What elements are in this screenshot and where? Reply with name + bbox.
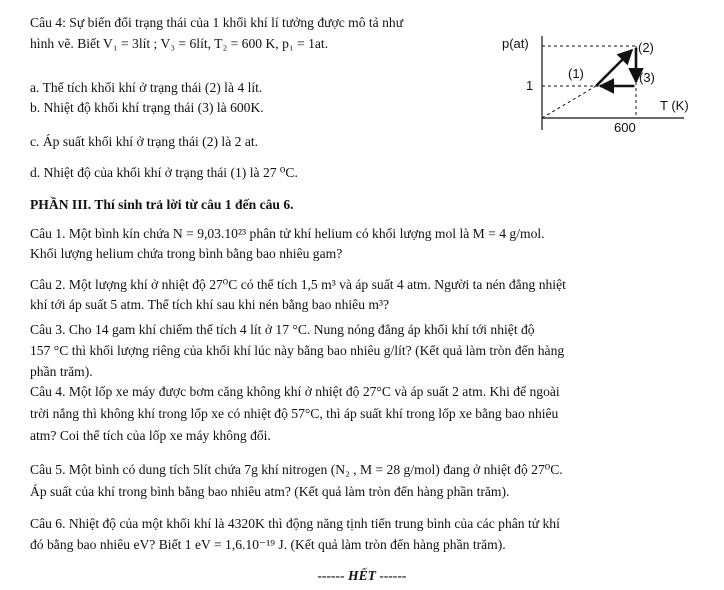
state-1-label: (1) (568, 66, 584, 81)
c1-line-2: Khối lượng helium chứa trong bình bằng bao nhiêu gam? (30, 246, 343, 261)
p-axis-label: p(at) (502, 36, 529, 51)
c5-line-1: Câu 5. Một bình có dung tích 5lít chứa 7g khí nitrogen (N₂ , M = 28 g/mol) đang ở nhiệt độ 27⁰C. (30, 462, 563, 477)
q4-option-b: b. Nhiệt độ khối khí trạng thái (3) là 600K. (30, 100, 264, 115)
q4-option-d: d. Nhiệt độ của khối khí ở trạng thái (1) là 27 ⁰C. (30, 165, 298, 180)
t-tick-label: 600 (614, 120, 636, 135)
state-2-label: (2) (638, 40, 654, 55)
section-3-heading: PHẦN III. Thí sinh trả lời từ câu 1 đến câu 6. (30, 197, 294, 212)
c6-line-1: Câu 6. Nhiệt độ của một khối khí là 4320K thì động năng tịnh tiến trung bình của các phân tử khí (30, 516, 560, 531)
c3-line-3: phần trăm). (30, 364, 93, 379)
c4-line-2: trời nắng thì không khí trong lốp xe có nhiệt độ 57°C, thì áp suất khí trong lốp xe bằng bao nhiêu (30, 406, 559, 421)
state-3-label: (3) (639, 70, 655, 85)
c2-line-1: Câu 2. Một lượng khí ở nhiệt độ 27⁰C có thể tích 1,5 m³ và áp suất 4 atm. Người ta nén đẳng nhiệt (30, 277, 566, 292)
end-marker: ------ HẾT ------ (317, 568, 407, 583)
c1-line-1: Câu 1. Một bình kín chứa N = 9,03.10²³ phân tử khí helium có khối lượng mol là M = 4 g/mol. (30, 226, 545, 241)
q4-line-1: Câu 4: Sự biến đổi trạng thái của 1 khối khí lí tưởng được mô tả như (30, 15, 404, 30)
q4-option-a: a. Thể tích khối khí ở trạng thái (2) là 4 lít. (30, 80, 263, 95)
c4-line-3: atm? Coi thể tích của lốp xe máy không đổi. (30, 428, 271, 443)
c3-line-2: 157 °C thì khối lượng riêng của khối khí lúc này bằng bao nhiêu g/lít? (Kết quả làm tròn đến hàng (30, 343, 565, 358)
p-t-diagram (496, 30, 706, 142)
p-tick-label: 1 (526, 78, 534, 93)
c5-line-2: Áp suất của khí trong bình bằng bao nhiêu atm? (Kết quả làm tròn đến hàng phần trăm). (30, 484, 510, 499)
c3-line-1: Câu 3. Cho 14 gam khí chiếm thể tích 4 lít ở 17 °C. Nung nóng đẳng áp khối khí tới nhiệt độ (30, 322, 535, 337)
q4-line-2: hình vẽ. Biết V₁ = 3lít ; V₃ = 6lít, T₂ = 600 K, p₁ = 1at. (30, 36, 329, 51)
origin-guide (542, 86, 596, 118)
c2-line-2: khí tới áp suất 5 atm. Thể tích khí sau khi nén bằng bao nhiêu m³? (30, 297, 390, 312)
q4-option-c: c. Áp suất khối khí ở trạng thái (2) là 2 at. (30, 134, 259, 149)
c6-line-2: đó bằng bao nhiêu eV? Biết 1 eV = 1,6.10⁻¹⁹ J. (Kết quả làm tròn đến hàng phần trăm). (30, 537, 506, 552)
c4-line-1: Câu 4. Một lốp xe máy được bơm căng không khí ở nhiệt độ 27°C và áp suất 2 atm. Khi để ngoài (30, 384, 560, 399)
t-axis-label: T (K) (660, 98, 689, 113)
process-1-2 (596, 50, 632, 86)
